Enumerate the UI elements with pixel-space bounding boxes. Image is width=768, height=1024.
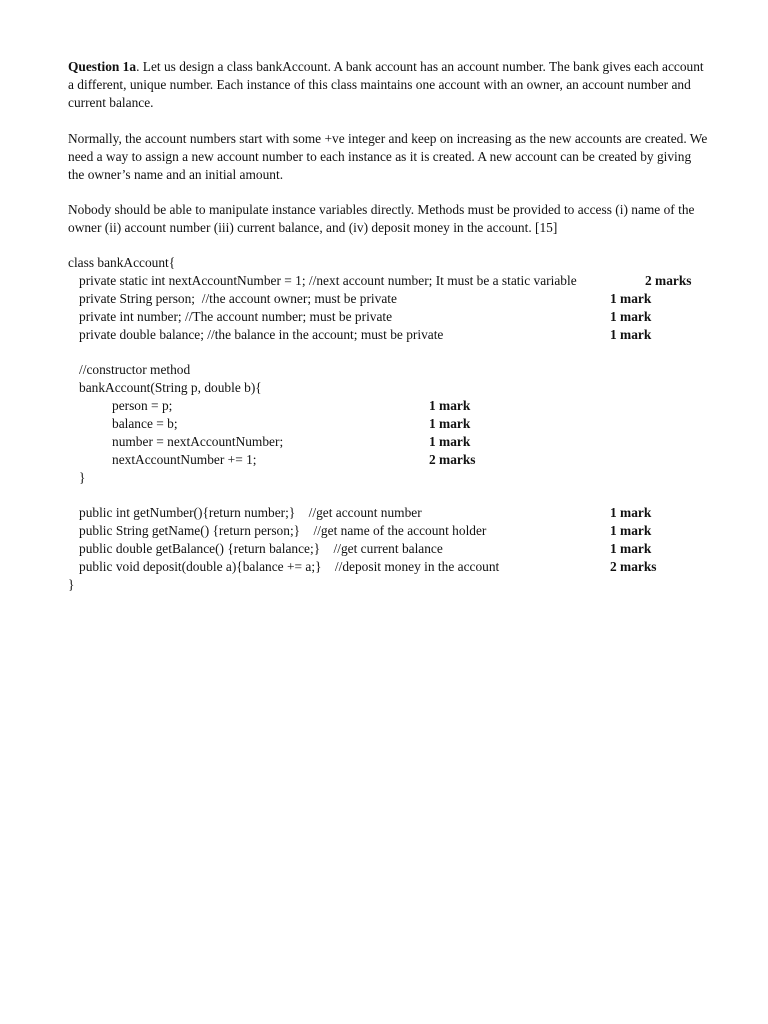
code-constructor-person: person = p; [112,398,173,413]
code-class-close: } [68,577,75,592]
code-constructor-increment: nextAccountNumber += 1; [112,452,257,467]
code-constructor-close: } [79,470,86,485]
account-number-paragraph: Normally, the account numbers start with some +ve integer and keep on increasing as the new accounts are created. We need a way to assign a new account number to each instance as it is created. A new account can be created by giving the owner’s name and an initial amount. [68,131,708,182]
question-intro-text: . Let us design a class bankAccount. A bank account has an account number. The bank gives each account a different, unique number. Each instance of this class maintains one account with an owner, an account number and current balance. [68,59,704,110]
code-method-get-name: public String getName() {return person;} //get name of the account holder [79,523,487,538]
mark-constructor-increment: 2 marks [429,452,476,467]
code-field-next-account-number: private static int nextAccountNumber = 1; //next account number; It must be a static variable [79,273,577,288]
mark-method-get-number: 1 mark [610,505,652,520]
code-constructor-balance: balance = b; [112,416,178,431]
mark-constructor-number: 1 mark [429,434,471,449]
mark-field-person: 1 mark [610,291,652,306]
code-field-balance: private double balance; //the balance in the account; must be private [79,327,444,342]
code-constructor-number: number = nextAccountNumber; [112,434,284,449]
mark-method-deposit: 2 marks [610,559,657,574]
code-field-number: private int number; //The account number; must be private [79,309,393,324]
mark-constructor-person: 1 mark [429,398,471,413]
code-constructor-open: bankAccount(String p, double b){ [79,380,262,395]
mark-method-get-name: 1 mark [610,523,652,538]
mark-field-number: 1 mark [610,309,652,324]
code-method-deposit: public void deposit(double a){balance += a;} //deposit money in the account [79,559,500,574]
code-constructor-comment: //constructor method [79,362,191,377]
code-method-get-number: public int getNumber(){return number;} //get account number [79,505,422,520]
code-field-person: private String person; //the account owner; must be private [79,291,397,306]
access-methods-paragraph: Nobody should be able to manipulate instance variables directly. Methods must be provided to access (i) name of the owner (ii) account number (iii) current balance, and (iv) deposit money in the account. [15] [68,202,695,235]
mark-field-balance: 1 mark [610,327,652,342]
mark-field-next-account-number: 2 marks [645,273,692,288]
code-class-open: class bankAccount{ [68,255,176,270]
code-method-get-balance: public double getBalance() {return balance;} //get current balance [79,541,443,556]
mark-method-get-balance: 1 mark [610,541,652,556]
mark-constructor-balance: 1 mark [429,416,471,431]
question-label: Question 1a [68,59,137,74]
